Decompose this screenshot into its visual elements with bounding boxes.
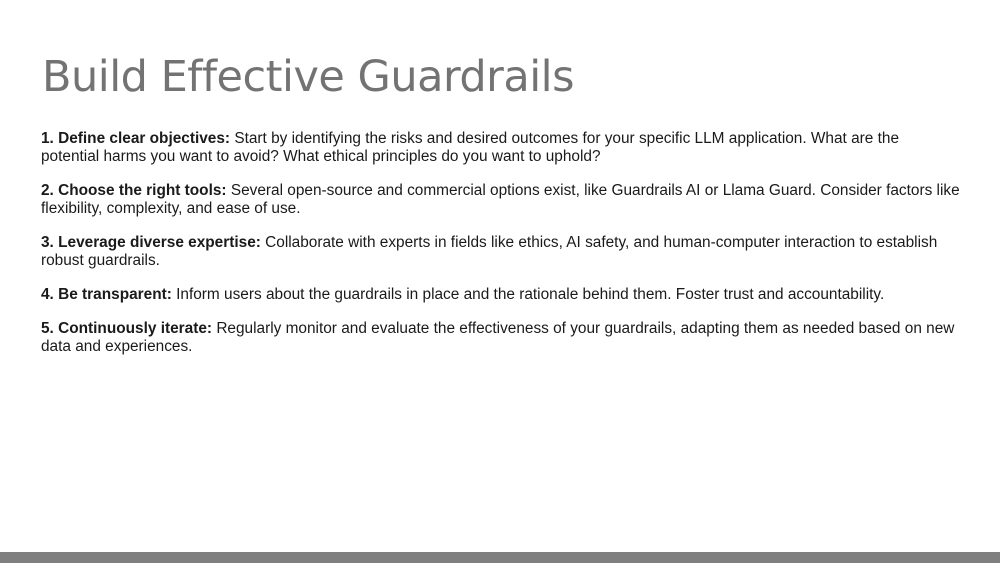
step-description: Start by identifying the risks and desired outcomes for your specific LLM application. What are the potential harms you want to avoid? What ethical principles do you want to uphold? bbox=[41, 130, 900, 165]
list-item bbox=[41, 130, 961, 166]
step-description: Regularly monitor and evaluate the effectiveness of your guardrails, adapting them as needed based on new data and experiences. bbox=[41, 320, 955, 355]
step-description: Inform users about the guardrails in place and the rationale behind them. Foster trust and accountability. bbox=[176, 286, 885, 303]
step-description: Collaborate with experts in fields like ethics, AI safety, and human-computer interaction to establish robust guardrails. bbox=[41, 234, 938, 269]
footer-bar bbox=[0, 552, 1000, 563]
step-heading: 4. Be transparent: bbox=[41, 286, 172, 303]
list-item bbox=[41, 286, 961, 304]
slide-title: Build Effective Guardrails bbox=[42, 52, 574, 102]
list-item bbox=[41, 182, 961, 218]
step-heading: 1. Define clear objectives: bbox=[41, 130, 231, 147]
step-heading: 5. Continuously iterate: bbox=[41, 320, 213, 337]
list-item bbox=[41, 234, 961, 270]
step-heading: 3. Leverage diverse expertise: bbox=[41, 234, 261, 251]
list-item bbox=[41, 320, 961, 356]
step-heading: 2. Choose the right tools: bbox=[41, 182, 227, 199]
step-description: Several open-source and commercial options exist, like Guardrails AI or Llama Guard. Consider factors like flexibility, complexity, and ease of use. bbox=[41, 182, 960, 217]
guardrail-steps-list bbox=[41, 130, 961, 372]
